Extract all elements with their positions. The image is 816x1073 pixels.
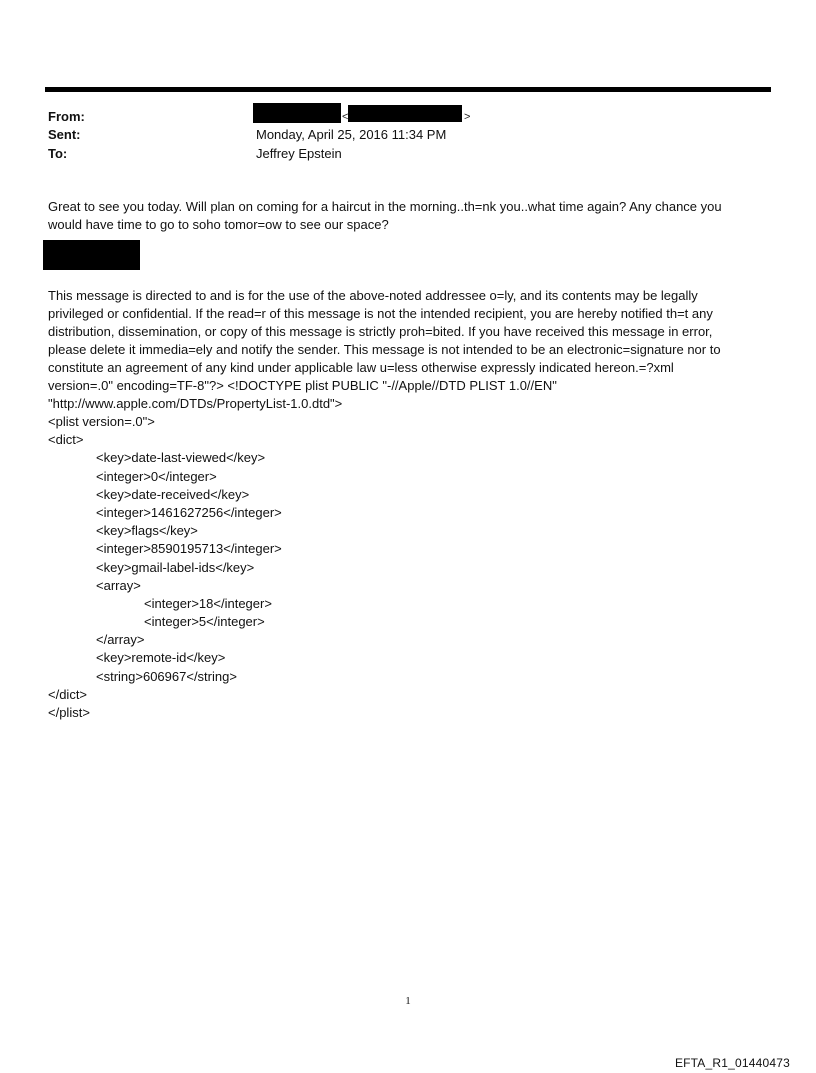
disclaimer-line: distribution, dissemination, or copy of this message is strictly proh=bited. If you have received this message in error,: [48, 324, 713, 339]
disclaimer-line: version=.0" encoding=TF-8"?> <!DOCTYPE plist PUBLIC "-//Apple//DTD PLIST 1.0//EN": [48, 378, 557, 393]
redacted-signature: [43, 240, 140, 270]
sender-email-open-bracket: <: [342, 111, 349, 123]
plist-line: <key>date-received</key>: [96, 486, 250, 502]
plist-line: <integer>1461627256</integer>: [96, 504, 282, 520]
disclaimer-line: This message is directed to and is for the use of the above-noted addressee o=ly, and its contents may be legally: [48, 288, 698, 303]
plist-line: </dict>: [48, 686, 88, 702]
disclaimer-line: please delete it immedia=ely and notify the sender. This message is not intended to be an electronic=signature nor to: [48, 342, 721, 357]
plist-line: <integer>18</integer>: [144, 595, 272, 611]
header-rule: [45, 87, 771, 92]
message-body-line: Great to see you today. Will plan on coming for a haircut in the morning..th=nk you..what time again? Any chance you: [48, 199, 722, 214]
plist-line: </array>: [96, 632, 145, 648]
message-body-line: would have time to go to soho tomor=ow to see our space?: [48, 217, 389, 232]
plist-line: <key>date-last-viewed</key>: [96, 450, 266, 466]
plist-line: <key>flags</key>: [96, 523, 198, 539]
plist-line: <key>gmail-label-ids</key>: [96, 559, 255, 575]
plist-block: [48, 413, 282, 722]
plist-line: <plist version=.0">: [48, 414, 155, 429]
page-number: 1: [405, 995, 411, 1007]
plist-line: <integer>0</integer>: [96, 468, 217, 484]
message-body: [48, 198, 760, 234]
from-label: From:: [48, 109, 85, 124]
disclaimer: [48, 287, 760, 413]
redacted-sender-name: [253, 103, 341, 123]
bates-number: EFTA_R1_01440473: [674, 1056, 790, 1070]
to-label: To:: [48, 146, 68, 161]
plist-line: </plist>: [48, 705, 90, 720]
to-value: Jeffrey Epstein: [256, 146, 342, 161]
redacted-sender-email: [348, 105, 462, 122]
disclaimer-line: constitute an agreement of any kind under applicable law u=less otherwise expressly indicated hereon.=?xml: [48, 360, 674, 375]
plist-line: <key>remote-id</key>: [96, 650, 226, 666]
plist-line: <array>: [96, 577, 141, 593]
sent-label: Sent:: [48, 127, 81, 142]
sent-value: Monday, April 25, 2016 11:34 PM: [256, 127, 447, 142]
disclaimer-line: privileged or confidential. If the read=r of this message is not the intended recipient, you are hereby notified th=t any: [48, 306, 713, 321]
sender-email-close-bracket: >: [464, 111, 471, 123]
plist-line: <integer>5</integer>: [144, 614, 265, 630]
plist-line: <string>606967</string>: [96, 668, 237, 684]
plist-line: <integer>8590195713</integer>: [96, 541, 282, 557]
plist-line: <dict>: [48, 432, 84, 448]
disclaimer-line: "http://www.apple.com/DTDs/PropertyList-1.0.dtd">: [48, 396, 343, 411]
